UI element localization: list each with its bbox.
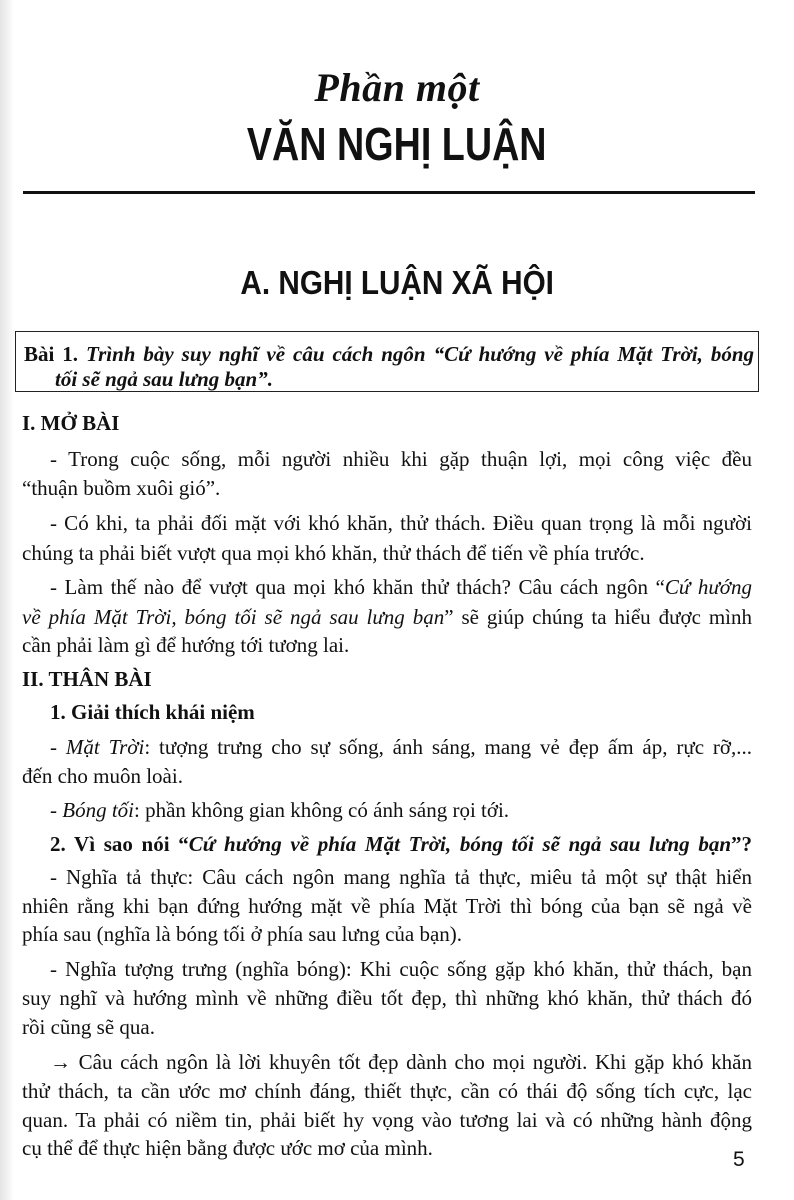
- section-title: [0, 264, 794, 302]
- literal-meaning-line-1: - Nghĩa tả thực: Câu cách ngôn mang nghĩa tả thực, miêu tả một sự thật hiển: [50, 865, 752, 889]
- conclusion-line-4: cụ thể để thực hiện bằng được ước mơ của mình.: [22, 1136, 433, 1160]
- conclusion-line-1: → Câu cách ngôn là lời khuyên tốt đẹp dành cho mọi người. Khi gặp khó khăn: [50, 1050, 752, 1074]
- definition-sun-line-1: - Mặt Trời: tượng trưng cho sự sống, ánh sáng, mang vẻ đẹp ấm áp, rực rỡ,...: [50, 735, 753, 759]
- subheading-2-prefix: 2. Vì sao nói “: [50, 832, 189, 856]
- title-divider: [23, 191, 755, 194]
- page-number: 5: [733, 1148, 745, 1171]
- exercise-prompt-line-2: [55, 366, 455, 392]
- definition-shadow-term: Bóng tối: [62, 798, 134, 822]
- subheading-2-quote: Cứ hướng về phía Mặt Trời, bóng tối sẽ ngả sau lưng bạn: [188, 832, 731, 856]
- intro-p2-line-1: - Có khi, ta phải đối mặt với khó khăn, thử thách. Điều quan trọng là mỗi người: [50, 511, 752, 535]
- figurative-meaning-line-1: - Nghĩa tượng trưng (nghĩa bóng): Khi cuộc sống gặp khó khăn, thử thách, bạn: [50, 957, 752, 981]
- intro-p3-text-2: ” sẽ giúp chúng ta hiểu được mình: [444, 605, 752, 629]
- intro-p3-text-1: - Làm thế nào để vượt qua mọi khó khăn thử thách? Câu cách ngôn “: [50, 575, 665, 599]
- exercise-prompt-1: Trình bày suy nghĩ về câu cách ngôn “Cứ hướng về phía Mặt Trời, bóng: [86, 342, 755, 366]
- exercise-number: Bài 1.: [24, 342, 79, 366]
- definition-shadow-text: : phần không gian không có ánh sáng rọi tới.: [134, 798, 510, 822]
- body-subheading-1: 1. Giải thích khái niệm: [50, 700, 255, 724]
- part-title: [0, 118, 794, 170]
- intro-heading: I. MỞ BÀI: [22, 411, 120, 435]
- definition-shadow: - Bóng tối: phần không gian không có ánh sáng rọi tới.: [50, 798, 510, 822]
- intro-p1-line-1: - Trong cuộc sống, mỗi người nhiều khi gặp thuận lợi, mọi công việc đều: [50, 447, 752, 471]
- literal-meaning-line-3: phía sau (nghĩa là bóng tối ở phía sau lưng của bạn).: [22, 922, 463, 946]
- intro-p3-line-3: cần phải làm gì để hướng tới tương lai.: [22, 633, 350, 657]
- intro-p2-line-2: chúng ta phải biết vượt qua mọi khó khăn, thử thách để tiến về phía trước.: [22, 541, 645, 565]
- subheading-2-suffix: ”?: [731, 832, 752, 856]
- intro-p3-line-1: [50, 574, 752, 600]
- part-label: Phần một: [314, 65, 480, 110]
- intro-p3-quote-1: Cứ hướng: [664, 575, 753, 599]
- definition-sun-text: : tượng trưng cho sự sống, ánh sáng, mang vẻ đẹp ấm áp, rực rỡ,...: [144, 735, 753, 759]
- intro-p1-line-2: “thuận buồm xuôi gió”.: [22, 476, 221, 500]
- intro-p3-line-2: [22, 604, 752, 630]
- exercise-prompt-line-1: [24, 341, 754, 367]
- conclusion-line-3: quan. Ta phải có niềm tin, phải biết hy vọng vào tương lai và có những hành động: [22, 1108, 752, 1132]
- literal-meaning-line-2: nhiên rằng khi bạn đứng hướng mặt về phía Mặt Trời thì bóng của bạn sẽ ngả về: [22, 894, 752, 918]
- section-title-text: A. NGHỊ LUẬN XÃ HỘI: [240, 264, 554, 301]
- body-heading: II. THÂN BÀI: [22, 667, 152, 691]
- exercise-prompt-2: tối sẽ ngả sau lưng bạn”.: [55, 367, 273, 391]
- part-title-text: VĂN NGHỊ LUẬN: [247, 118, 547, 170]
- intro-p3-quote-2: về phía Mặt Trời, bóng tối sẽ ngả sau lưng bạn: [22, 605, 445, 629]
- definition-sun-line-2: đến cho muôn loài.: [22, 764, 183, 788]
- figurative-meaning-line-3: rồi cũng sẽ qua.: [22, 1015, 155, 1039]
- body-subheading-2: [50, 831, 752, 857]
- definition-sun-term: Mặt Trời: [65, 735, 145, 759]
- page-edge-shadow: [0, 0, 14, 1200]
- conclusion-line-2: thử thách, ta cần ước mơ chính đáng, thiết thực, cần có thái độ sống tích cực, lạc: [22, 1079, 752, 1103]
- figurative-meaning-line-2: suy nghĩ và hướng mình về những điều tốt đẹp, thì những khó khăn, thử thách đó: [22, 986, 752, 1010]
